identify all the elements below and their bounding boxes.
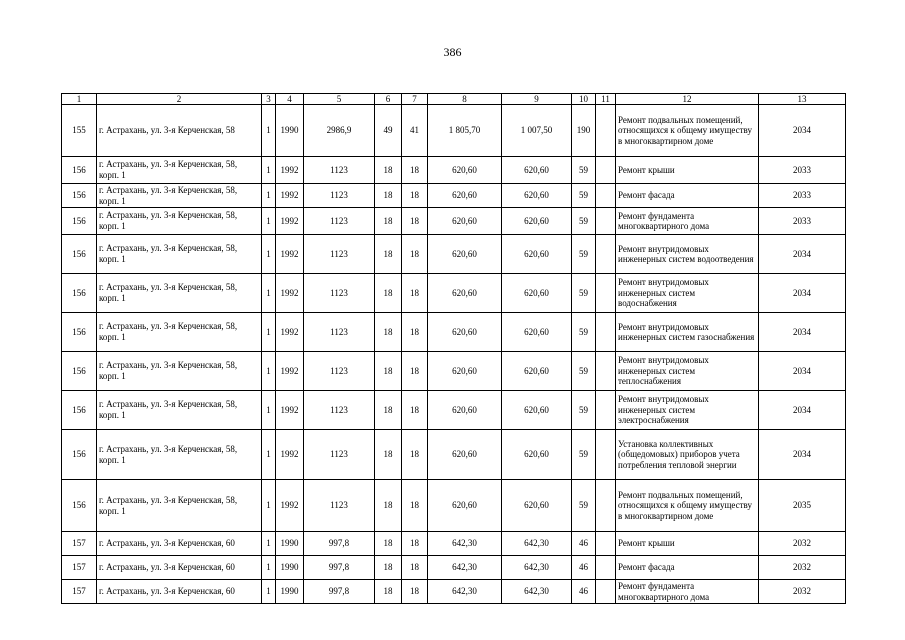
value-cell: 1 (262, 580, 276, 604)
year-cell: 2034 (759, 430, 846, 480)
value-cell: 18 (375, 532, 402, 556)
value-cell: 18 (402, 313, 428, 352)
year-cell: 2034 (759, 313, 846, 352)
value-cell: 18 (375, 352, 402, 391)
area-cell: 620,60 (428, 274, 502, 313)
table-row (62, 352, 846, 391)
year-cell: 2032 (759, 532, 846, 556)
address-cell: г. Астрахань, ул. 3-я Керченская, 60 (97, 580, 262, 604)
area-cell: 1123 (304, 235, 375, 274)
value-cell: 59 (572, 157, 596, 184)
area-cell: 620,60 (502, 184, 572, 208)
value-cell: 1 (262, 235, 276, 274)
value-cell: 46 (572, 532, 596, 556)
page-number: 386 (443, 45, 462, 59)
value-cell: 18 (402, 235, 428, 274)
table-row (62, 532, 846, 556)
value-cell (596, 556, 616, 580)
area-cell: 620,60 (428, 352, 502, 391)
value-cell: 18 (375, 184, 402, 208)
work-type-cell: Ремонт внутридомовых инженерных систем электроснабжения (616, 391, 759, 430)
area-cell: 642,30 (502, 532, 572, 556)
table-row (62, 235, 846, 274)
table-row (62, 556, 846, 580)
value-cell (596, 235, 616, 274)
year-cell: 1992 (276, 157, 304, 184)
year-cell: 2034 (759, 235, 846, 274)
table-row (62, 313, 846, 352)
work-type-cell: Ремонт фасада (616, 556, 759, 580)
year-cell: 1992 (276, 352, 304, 391)
value-cell: 1 (262, 105, 276, 157)
area-cell: 642,30 (428, 580, 502, 604)
column-header: 6 (375, 94, 402, 105)
value-cell (596, 274, 616, 313)
value-cell: 1 (262, 313, 276, 352)
column-header: 5 (304, 94, 375, 105)
value-cell (596, 105, 616, 157)
address-cell: г. Астрахань, ул. 3-я Керченская, 60 (97, 532, 262, 556)
work-type-cell: Ремонт фундамента многоквартирного дома (616, 208, 759, 235)
area-cell: 620,60 (502, 274, 572, 313)
row-number: 156 (62, 235, 97, 274)
value-cell: 18 (402, 184, 428, 208)
value-cell: 59 (572, 184, 596, 208)
area-cell: 620,60 (428, 208, 502, 235)
value-cell: 190 (572, 105, 596, 157)
row-number: 155 (62, 105, 97, 157)
row-number: 156 (62, 480, 97, 532)
row-number: 157 (62, 556, 97, 580)
year-cell: 1990 (276, 532, 304, 556)
address-cell: г. Астрахань, ул. 3-я Керченская, 58, корп. 1 (97, 391, 262, 430)
area-cell: 642,30 (428, 556, 502, 580)
area-cell: 620,60 (502, 480, 572, 532)
year-cell: 1992 (276, 208, 304, 235)
work-type-cell: Ремонт крыши (616, 532, 759, 556)
column-header: 8 (428, 94, 502, 105)
area-cell: 1 805,70 (428, 105, 502, 157)
work-type-cell: Ремонт подвальных помещений, относящихся к общему имуществу в многоквартирном доме (616, 480, 759, 532)
area-cell: 620,60 (428, 391, 502, 430)
table-row (62, 105, 846, 157)
table-row (62, 391, 846, 430)
work-type-cell: Ремонт внутридомовых инженерных систем водоотведения (616, 235, 759, 274)
value-cell: 59 (572, 235, 596, 274)
address-cell: г. Астрахань, ул. 3-я Керченская, 58, корп. 1 (97, 208, 262, 235)
area-cell: 642,30 (502, 556, 572, 580)
year-cell: 2035 (759, 480, 846, 532)
area-cell: 1123 (304, 391, 375, 430)
value-cell: 1 (262, 480, 276, 532)
address-cell: г. Астрахань, ул. 3-я Керченская, 58, корп. 1 (97, 157, 262, 184)
value-cell: 18 (402, 532, 428, 556)
value-cell: 18 (402, 352, 428, 391)
value-cell: 18 (375, 480, 402, 532)
area-cell: 1 007,50 (502, 105, 572, 157)
address-cell: г. Астрахань, ул. 3-я Керченская, 58, корп. 1 (97, 274, 262, 313)
table-row (62, 208, 846, 235)
column-header: 10 (572, 94, 596, 105)
value-cell: 49 (375, 105, 402, 157)
year-cell: 2034 (759, 274, 846, 313)
value-cell: 18 (402, 580, 428, 604)
work-type-cell: Ремонт фасада (616, 184, 759, 208)
value-cell: 1 (262, 208, 276, 235)
value-cell (596, 352, 616, 391)
value-cell: 41 (402, 105, 428, 157)
value-cell: 59 (572, 352, 596, 391)
value-cell: 1 (262, 430, 276, 480)
area-cell: 1123 (304, 274, 375, 313)
value-cell: 1 (262, 352, 276, 391)
year-cell: 1992 (276, 235, 304, 274)
year-cell: 2032 (759, 556, 846, 580)
area-cell: 997,8 (304, 556, 375, 580)
value-cell: 59 (572, 274, 596, 313)
value-cell: 18 (402, 556, 428, 580)
value-cell (596, 532, 616, 556)
value-cell: 1 (262, 274, 276, 313)
value-cell: 18 (375, 430, 402, 480)
row-number: 156 (62, 208, 97, 235)
table-row (62, 580, 846, 604)
value-cell (596, 184, 616, 208)
value-cell (596, 430, 616, 480)
value-cell: 1 (262, 532, 276, 556)
row-number: 156 (62, 274, 97, 313)
column-header: 13 (759, 94, 846, 105)
value-cell: 18 (402, 480, 428, 532)
value-cell: 18 (402, 208, 428, 235)
row-number: 156 (62, 313, 97, 352)
table-row (62, 274, 846, 313)
work-type-cell: Ремонт фундамента многоквартирного дома (616, 580, 759, 604)
area-cell: 1123 (304, 313, 375, 352)
year-cell: 1992 (276, 313, 304, 352)
table-row (62, 430, 846, 480)
value-cell: 18 (375, 157, 402, 184)
area-cell: 620,60 (428, 430, 502, 480)
year-cell: 1992 (276, 184, 304, 208)
value-cell: 18 (402, 430, 428, 480)
area-cell: 997,8 (304, 532, 375, 556)
column-header: 4 (276, 94, 304, 105)
value-cell: 46 (572, 556, 596, 580)
year-cell: 1992 (276, 274, 304, 313)
address-cell: г. Астрахань, ул. 3-я Керченская, 58, корп. 1 (97, 480, 262, 532)
value-cell (596, 480, 616, 532)
year-cell: 1990 (276, 556, 304, 580)
address-cell: г. Астрахань, ул. 3-я Керченская, 58 (97, 105, 262, 157)
value-cell: 46 (572, 580, 596, 604)
row-number: 156 (62, 352, 97, 391)
value-cell (596, 313, 616, 352)
column-number-row (62, 94, 846, 105)
value-cell: 59 (572, 430, 596, 480)
value-cell: 18 (375, 235, 402, 274)
area-cell: 620,60 (428, 313, 502, 352)
area-cell: 1123 (304, 352, 375, 391)
year-cell: 2033 (759, 184, 846, 208)
area-cell: 620,60 (502, 208, 572, 235)
row-number: 157 (62, 580, 97, 604)
area-cell: 1123 (304, 208, 375, 235)
year-cell: 1992 (276, 430, 304, 480)
table-row (62, 157, 846, 184)
value-cell: 59 (572, 480, 596, 532)
area-cell: 620,60 (428, 235, 502, 274)
year-cell: 2034 (759, 105, 846, 157)
value-cell: 18 (402, 157, 428, 184)
area-cell: 642,30 (428, 532, 502, 556)
value-cell: 1 (262, 556, 276, 580)
capital-repair-table (61, 93, 846, 604)
area-cell: 620,60 (428, 480, 502, 532)
row-number: 156 (62, 391, 97, 430)
value-cell (596, 208, 616, 235)
row-number: 156 (62, 430, 97, 480)
address-cell: г. Астрахань, ул. 3-я Керченская, 58, корп. 1 (97, 235, 262, 274)
area-cell: 1123 (304, 430, 375, 480)
work-type-cell: Ремонт внутридомовых инженерных систем водоснабжения (616, 274, 759, 313)
work-type-cell: Ремонт внутридомовых инженерных систем теплоснабжения (616, 352, 759, 391)
area-cell: 620,60 (502, 157, 572, 184)
value-cell: 59 (572, 391, 596, 430)
work-type-cell: Установка коллективных (общедомовых) приборов учета потребления тепловой энергии (616, 430, 759, 480)
value-cell: 18 (375, 274, 402, 313)
value-cell: 18 (375, 391, 402, 430)
year-cell: 2034 (759, 352, 846, 391)
column-header: 11 (596, 94, 616, 105)
work-type-cell: Ремонт крыши (616, 157, 759, 184)
address-cell: г. Астрахань, ул. 3-я Керченская, 58, корп. 1 (97, 184, 262, 208)
column-header: 7 (402, 94, 428, 105)
value-cell: 1 (262, 157, 276, 184)
year-cell: 2033 (759, 208, 846, 235)
year-cell: 2032 (759, 580, 846, 604)
table-row (62, 184, 846, 208)
year-cell: 1990 (276, 105, 304, 157)
value-cell: 1 (262, 391, 276, 430)
year-cell: 1992 (276, 391, 304, 430)
area-cell: 1123 (304, 157, 375, 184)
area-cell: 620,60 (502, 352, 572, 391)
area-cell: 642,30 (502, 580, 572, 604)
value-cell: 1 (262, 184, 276, 208)
year-cell: 2033 (759, 157, 846, 184)
area-cell: 620,60 (502, 430, 572, 480)
row-number: 156 (62, 184, 97, 208)
value-cell (596, 391, 616, 430)
area-cell: 620,60 (428, 184, 502, 208)
table-row (62, 480, 846, 532)
row-number: 157 (62, 532, 97, 556)
value-cell: 18 (375, 208, 402, 235)
column-header: 1 (62, 94, 97, 105)
value-cell (596, 580, 616, 604)
value-cell: 59 (572, 208, 596, 235)
area-cell: 1123 (304, 480, 375, 532)
value-cell: 18 (375, 556, 402, 580)
area-cell: 620,60 (502, 235, 572, 274)
area-cell: 620,60 (502, 391, 572, 430)
work-type-cell: Ремонт подвальных помещений, относящихся к общему имуществу в многоквартирном доме (616, 105, 759, 157)
area-cell: 1123 (304, 184, 375, 208)
value-cell: 18 (375, 313, 402, 352)
value-cell: 18 (402, 274, 428, 313)
area-cell: 620,60 (502, 313, 572, 352)
value-cell: 18 (402, 391, 428, 430)
column-header: 9 (502, 94, 572, 105)
year-cell: 2034 (759, 391, 846, 430)
value-cell: 18 (375, 580, 402, 604)
address-cell: г. Астрахань, ул. 3-я Керченская, 58, корп. 1 (97, 430, 262, 480)
column-header: 2 (97, 94, 262, 105)
area-cell: 620,60 (428, 157, 502, 184)
value-cell: 59 (572, 313, 596, 352)
value-cell (596, 157, 616, 184)
year-cell: 1992 (276, 480, 304, 532)
address-cell: г. Астрахань, ул. 3-я Керченская, 58, корп. 1 (97, 313, 262, 352)
column-header: 3 (262, 94, 276, 105)
area-cell: 2986,9 (304, 105, 375, 157)
address-cell: г. Астрахань, ул. 3-я Керченская, 58, корп. 1 (97, 352, 262, 391)
row-number: 156 (62, 157, 97, 184)
address-cell: г. Астрахань, ул. 3-я Керченская, 60 (97, 556, 262, 580)
column-header: 12 (616, 94, 759, 105)
work-type-cell: Ремонт внутридомовых инженерных систем газоснабжения (616, 313, 759, 352)
year-cell: 1990 (276, 580, 304, 604)
area-cell: 997,8 (304, 580, 375, 604)
